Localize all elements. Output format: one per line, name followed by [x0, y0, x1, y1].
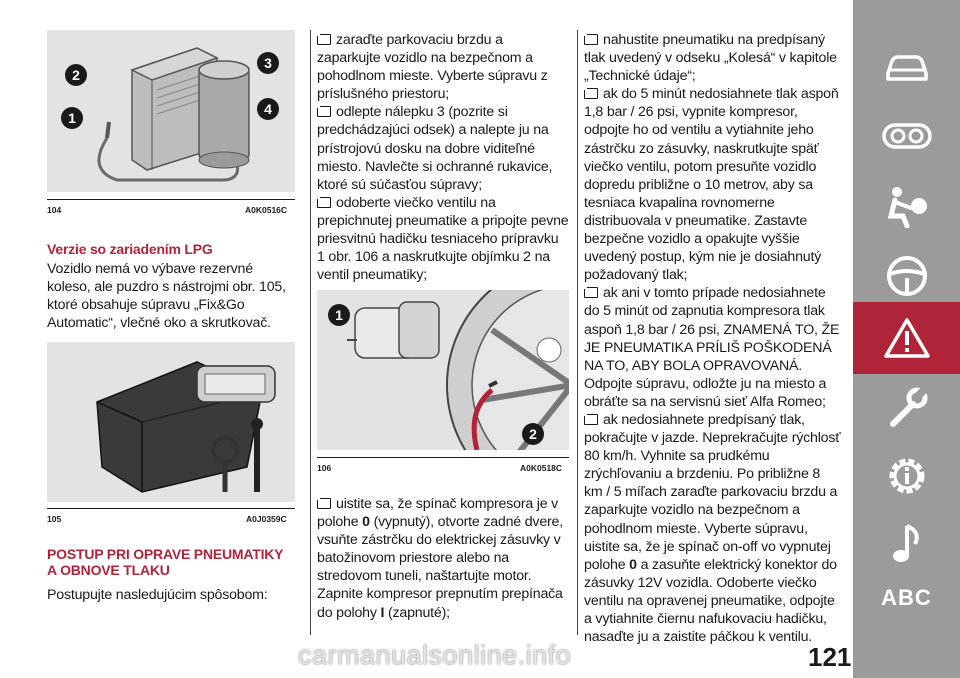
checkbox-bullet-icon — [317, 498, 331, 509]
callout-3: 3 — [257, 52, 279, 74]
callout-2: 2 — [65, 64, 87, 86]
column-divider-2 — [577, 30, 578, 635]
tool-pouch-illustration — [47, 342, 295, 502]
checkbox-bullet-icon — [584, 34, 598, 45]
chapter-sidebar — [853, 0, 960, 678]
figure-106-rule — [317, 457, 569, 458]
figure-106-code: A0K0518C — [520, 463, 563, 473]
checkbox-bullet-icon — [317, 197, 331, 208]
tab-car[interactable] — [853, 32, 960, 104]
figure-105-code: A0J0359C — [246, 514, 287, 524]
section-lpg — [47, 240, 299, 332]
dashboard-icon — [882, 121, 932, 151]
car-icon — [884, 53, 930, 83]
checkbox-bullet-icon — [317, 34, 331, 45]
page-number: 121 — [808, 642, 852, 672]
list-item: ak do 5 minút nedosiahnete tlak aspoň 1,8 bar / 26 psi, vypnite kompresor, odpojte ho od ventilu a vytiahnite jeho zástrčku zo zásuvky, naskrutkujte späť viečko ventilu, potom presuňte vozidlo dopredu približne o 10 metrov, aby sa tesniaca kvapalina rovnomerne distribuovala v pneumatike. Zastavte bezpečne vozidlo a opakujte vyššie uvedený postup, kým nie je dosiahnutý požadovaný tlak; — [584, 86, 839, 284]
checkbox-bullet-icon — [317, 106, 331, 117]
list-item: odoberte viečko ventilu na prepichnutej pneumatike a pripojte pevne priesvitnú hadičku tesniaceho prípravku 1 obr. 106 a naskrutkujte objímku 2 na ventil pneumatiky; — [317, 194, 569, 284]
section-repair-intro: Postupujte nasledujúcim spôsobom: — [47, 587, 268, 603]
tab-emergency[interactable] — [853, 302, 960, 374]
steering-wheel-icon — [885, 254, 929, 298]
figure-104-rule — [47, 199, 295, 200]
list-item: odlepte nálepku 3 (pozrite si predchádzajúci odsek) a nalepte ju na prístrojovú dosku na dobre viditeľné miesto. Navlečte si ochranné rukavice, ktoré sú súčasťou súpravy; — [317, 104, 553, 193]
gear-info-icon — [884, 453, 930, 499]
figure-106-image — [317, 290, 569, 450]
tab-dashboard[interactable] — [853, 100, 960, 172]
figure-104-image — [47, 30, 295, 192]
list-item: uistite sa, že spínač kompresora je v polohe 0 (vypnutý), otvorte zadné dvere, vsuňte zástrčku do elektrickej zásuvky v batožinovom priestore alebo na stredovom tuneli, naštartujte motor. Zapnite kompresor prepnutím prepínača do polohy I (zapnuté); — [317, 496, 563, 621]
figure-104-number: 104 — [47, 205, 62, 215]
checkbox-bullet-icon — [584, 414, 598, 425]
figure-105-number: 105 — [47, 514, 62, 524]
checkbox-bullet-icon — [584, 287, 598, 298]
list-item: zaraďte parkovaciu brzdu a zaparkujte vozidlo na bezpečnom a pohodlnom mieste. Vyberte súpravu z príslušného priestoru; — [317, 32, 548, 103]
column-2-steps — [317, 31, 569, 284]
tab-technical-data[interactable] — [853, 440, 960, 512]
tab-safety[interactable] — [853, 170, 960, 242]
figure-106-number: 106 — [317, 463, 332, 473]
column-divider-1 — [310, 30, 311, 635]
wrench-icon — [885, 386, 929, 430]
watermark-text: carmanualsonline.info — [298, 640, 572, 670]
figure-104-code: A0K0516C — [245, 205, 288, 215]
list-item: nahustite pneumatiku na predpísaný tlak uvedený v odseku „Kolesá“ v kapitole „Technické údaje“; — [584, 32, 837, 85]
tab-maintenance[interactable] — [853, 372, 960, 444]
list-item: ak ani v tomto prípade nedosiahnete do 5 minút od zapnutia kompresora tlak aspoň 1,8 bar / 26 psi, ZNAMENÁ TO, ŽE JE PNEUMATIKA PRÍLIŠ POŠKODENÁ NA TO, ABY BOLA OPRAVOVANÁ. Odpojte súpravu, odložte ju na miesto a obráťte sa na servisnú sieť Alfa Romeo; — [584, 285, 840, 410]
abc-index-label: ABC — [881, 585, 932, 610]
list-item: ak nedosiahnete predpísaný tlak, pokračujte v jazde. Neprekračujte rýchlosť 80 km/h. Vyhnite sa prudkému zrýchľovaniu a brzdeniu. Po približne 8 km / 5 míľach zaraďte parkovaciu brzdu a zaparkujte vozidlo na bezpečnom a pohodlnom mieste. Vyberte súpravu, uistite sa, že je spínač on-off vo vypnutej polohe 0 a zasuňte elektrický konektor do zásuvky 12V vozidla. Odoberte viečko ventilu na opravenej pneumatike, odpojte a vytiahnite čiernu nafukovaciu hadičku, nasaďte ju a zaistite páčkou k ventilu. — [584, 411, 841, 646]
music-note-icon — [887, 522, 927, 566]
section-lpg-title: Verzie so zariadením LPG — [47, 241, 213, 257]
column-2-step4 — [317, 495, 569, 622]
callout-106-1: 1 — [328, 304, 350, 326]
callout-1: 1 — [61, 107, 83, 129]
checkbox-bullet-icon — [584, 88, 598, 99]
tab-index[interactable] — [853, 562, 960, 634]
callout-4: 4 — [257, 98, 279, 120]
warning-triangle-icon — [884, 317, 930, 359]
section-repair-title-line1: POSTUP PRI OPRAVE PNEUMATIKY — [47, 546, 284, 562]
section-repair-title-line2: A OBNOVE TLAKU — [47, 562, 170, 578]
callout-106-2: 2 — [522, 423, 544, 445]
section-repair — [47, 546, 299, 604]
section-lpg-body: Vozidlo nemá vo výbave rezervné koleso, ale puzdro s nástrojmi obr. 105, ktoré obsahuje súpravu „Fix&Go Automatic“, vlečné oko a skrutkovač. — [47, 261, 286, 332]
column-3-steps — [584, 31, 842, 646]
figure-105-rule — [47, 508, 295, 509]
figure-105-image — [47, 342, 295, 502]
airbag-person-icon — [885, 184, 929, 228]
